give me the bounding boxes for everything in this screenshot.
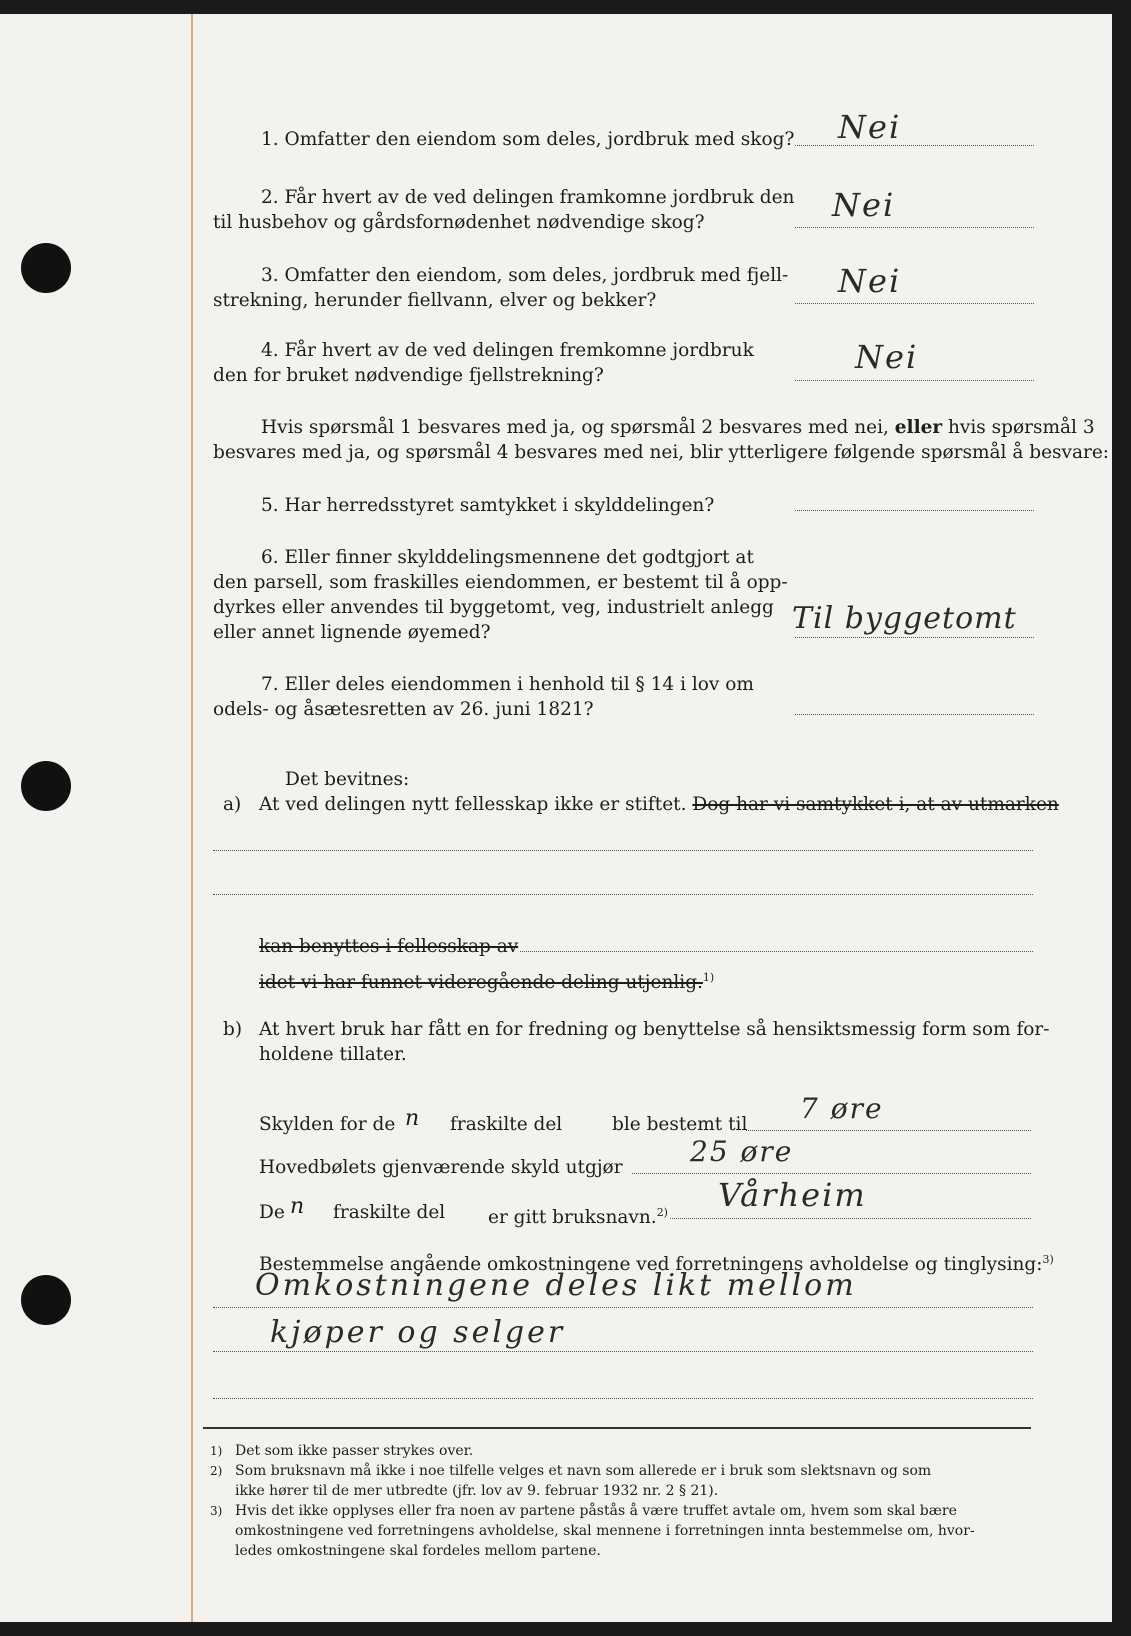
- document-page: [0, 14, 1112, 1622]
- attest-a-text: At ved delingen nytt fellesskap ikke er stiftet. Dog har vi samtykket i, at av utmarken: [259, 794, 1059, 815]
- blank-line: [213, 1398, 1033, 1399]
- attest-heading: Det bevitnes:: [285, 769, 410, 790]
- question-4-line1: 4. Får hvert av de ved delingen fremkomne jordbruk: [261, 340, 754, 361]
- attest-b-line2: holdene tillater.: [259, 1044, 407, 1065]
- footnote-3-line3: ledes omkostningene skal fordeles mellom partene.: [235, 1543, 601, 1559]
- question-6-line1: 6. Eller finner skylddelingsmennene det godtgjort at: [261, 547, 754, 568]
- answer-line: [795, 510, 1034, 511]
- punch-hole: [21, 243, 71, 293]
- question-6-line3: dyrkes eller anvendes til byggetomt, veg, industrielt anlegg: [213, 597, 774, 618]
- answer-line: [632, 1173, 1031, 1174]
- skyld-line3-answer: Vårheim: [718, 1176, 867, 1214]
- footnote-2-mark: 2): [210, 1464, 223, 1478]
- question-2-line1: 2. Får hvert av de ved delingen framkomne jordbruk den: [261, 187, 795, 208]
- condition-line2: besvares med ja, og spørsmål 4 besvares med nei, blir ytterligere følgende spørsmål å besvare:: [213, 442, 1110, 463]
- skyld-line1-answer: 7 øre: [800, 1092, 884, 1125]
- skyld-line2-answer: 25 øre: [690, 1135, 794, 1168]
- skyld-line3-a: De: [259, 1202, 285, 1223]
- punch-hole: [21, 1275, 71, 1325]
- answer-q6: Til byggetomt: [792, 601, 1017, 636]
- question-1: 1. Omfatter den eiendom som deles, jordbruk med skog?: [261, 129, 795, 150]
- attest-a-label: a): [223, 794, 242, 815]
- attest-b-label: b): [223, 1019, 243, 1040]
- footnote-3-line2: omkostningene ved forretningens avholdelse, skal mennene i forretningen innta bestemmelse om, hvor-: [235, 1523, 975, 1539]
- question-3-line2: strekning, herunder fiellvann, elver og bekker?: [213, 290, 657, 311]
- question-5: 5. Har herredsstyret samtykket i skylddelingen?: [261, 495, 715, 516]
- condition-line1: Hvis spørsmål 1 besvares med ja, og spørsmål 2 besvares med nei, eller hvis spørsmål 3: [261, 417, 1095, 438]
- skyld-line1-a: Skylden for de: [259, 1114, 396, 1135]
- footnote-1-mark: 1): [210, 1444, 223, 1458]
- skyld-line1-b: fraskilte del: [450, 1114, 563, 1135]
- question-7-line1: 7. Eller deles eiendommen i henhold til § 14 i lov om: [261, 674, 754, 695]
- answer-line: [795, 380, 1034, 381]
- skyld-line3-fill: n: [290, 1194, 305, 1219]
- answer-line: [795, 145, 1034, 146]
- question-7-line2: odels- og åsætesretten av 26. juni 1821?: [213, 699, 594, 720]
- footnote-3-mark: 3): [210, 1504, 223, 1518]
- answer-line: [795, 714, 1034, 715]
- blank-line: [213, 850, 1033, 851]
- question-2-line2: til husbehov og gårdsfornødenhet nødvendige skog?: [213, 212, 705, 233]
- attest-a-struck3: idet vi har funnet videregående deling utjenlig.$^{1)}$: [259, 971, 715, 994]
- skyld-line3-c: er gitt bruksnavn.$^{2)}$: [488, 1206, 668, 1229]
- skyld-line2: Hovedbølets gjenværende skyld utgjør: [259, 1157, 623, 1178]
- footnote-2-line2: ikke hører til de mer utbredte (jfr. lov av 9. februar 1932 nr. 2 § 21).: [235, 1483, 719, 1499]
- footnote-3-line1: Hvis det ikke opplyses eller fra noen av partene påstås å være truffet avtale om, hvem som skal bære: [235, 1503, 957, 1519]
- footnote-separator: [203, 1427, 1031, 1429]
- answer-q4: Nei: [855, 338, 919, 376]
- skyld-line1-fill: n: [405, 1106, 420, 1131]
- costs-handwriting-2: kjøper og selger: [270, 1315, 566, 1350]
- answer-q2: Nei: [832, 186, 896, 224]
- skyld-line4: Bestemmelse angående omkostningene ved forretningens avholdelse og tinglysing:$^{3)}$: [259, 1253, 1054, 1276]
- attest-a-struck2: kan benyttes i fellesskap av: [259, 936, 519, 957]
- skyld-line3-b: fraskilte del: [333, 1202, 446, 1223]
- question-4-line2: den for bruket nødvendige fjellstrekning?: [213, 365, 604, 386]
- footnote-1: Det som ikke passer strykes over.: [235, 1443, 474, 1459]
- blank-line: [213, 1307, 1033, 1308]
- answer-q3: Nei: [838, 262, 902, 300]
- answer-line: [795, 303, 1034, 304]
- blank-line: [520, 951, 1033, 952]
- answer-q1: Nei: [838, 108, 902, 146]
- costs-handwriting-1: Omkostningene deles likt mellom: [255, 1268, 857, 1303]
- question-6-line2: den parsell, som fraskilles eiendommen, er bestemt til å opp-: [213, 572, 788, 593]
- attest-b-line1: At hvert bruk har fått en for fredning og benyttelse så hensiktsmessig form som for-: [259, 1019, 1050, 1040]
- margin-rule: [191, 14, 193, 1622]
- answer-line: [795, 227, 1034, 228]
- skyld-line1-c: ble bestemt til: [612, 1114, 748, 1135]
- answer-line: [746, 1130, 1031, 1131]
- blank-line: [213, 894, 1033, 895]
- question-6-line4: eller annet lignende øyemed?: [213, 622, 491, 643]
- answer-line: [670, 1218, 1031, 1219]
- punch-hole: [21, 761, 71, 811]
- footnote-2-line1: Som bruksnavn må ikke i noe tilfelle velges et navn som allerede er i bruk som slektsnavn og som: [235, 1463, 932, 1479]
- question-3-line1: 3. Omfatter den eiendom, som deles, jordbruk med fjell-: [261, 265, 789, 286]
